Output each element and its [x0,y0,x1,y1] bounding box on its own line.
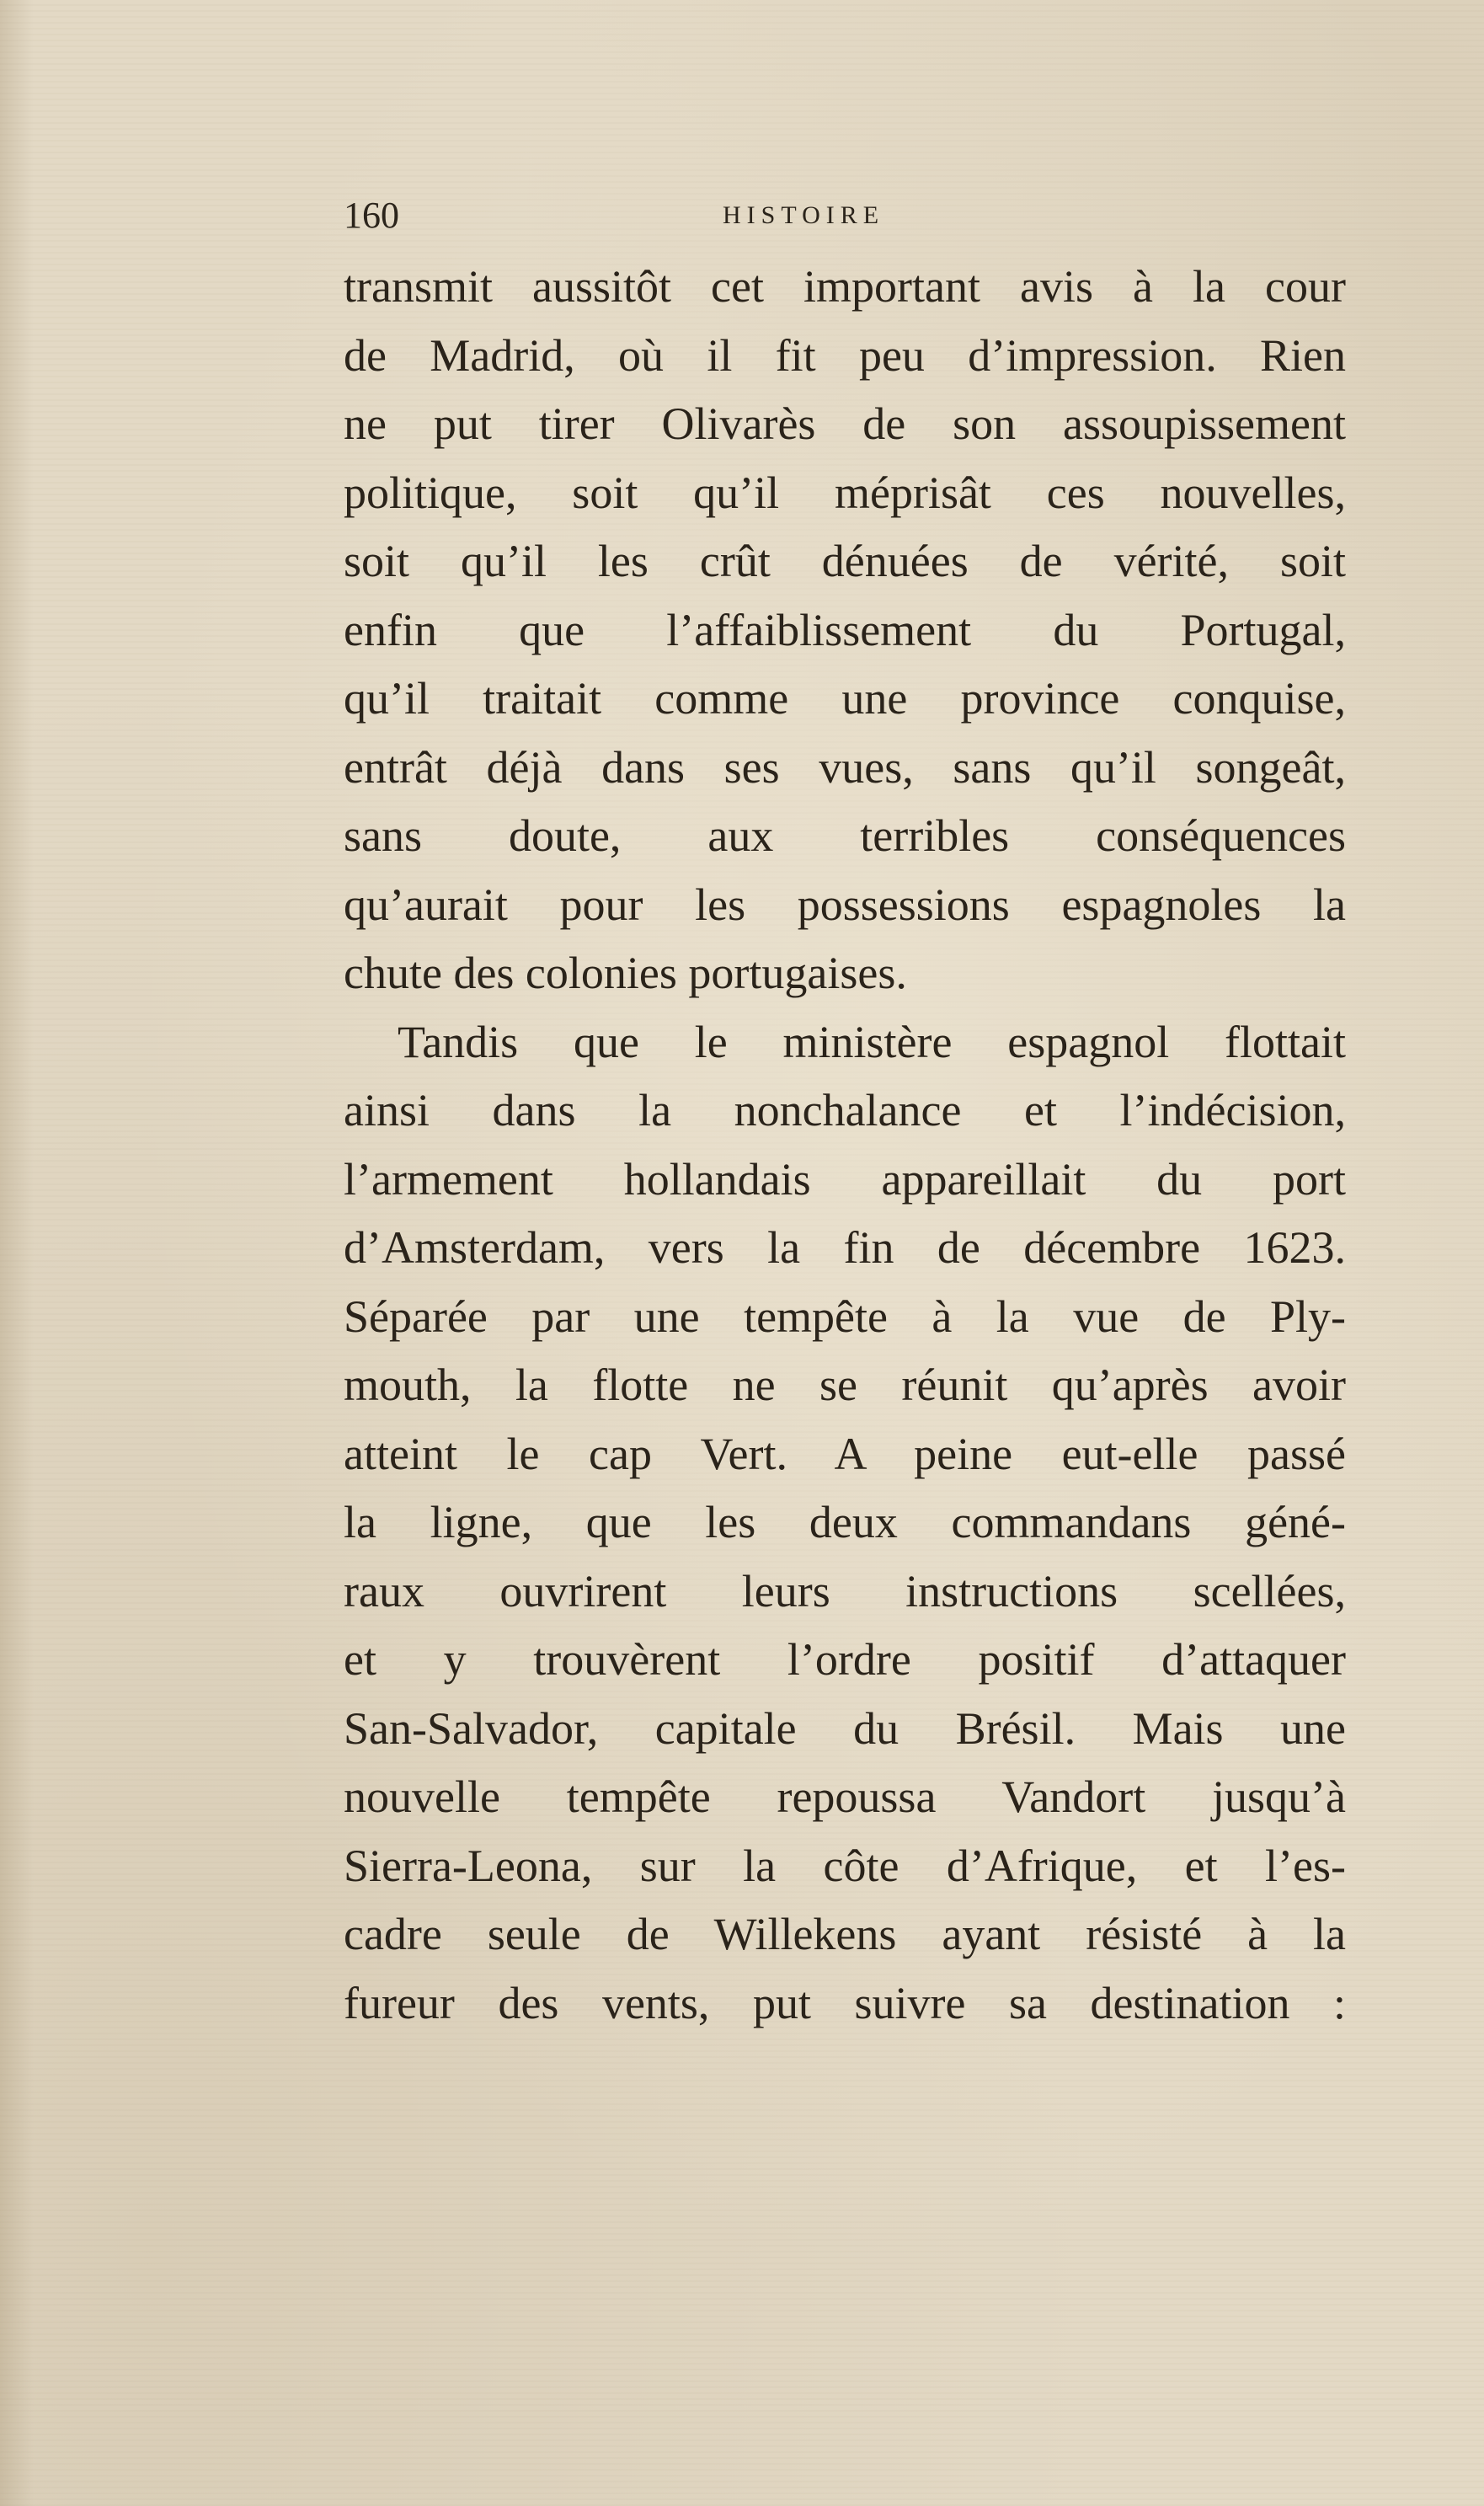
text-line: cadre seule de Willekens ayant résisté à la [344,1909,1346,1959]
text-line: soit qu’il les crût dénuées de vérité, soit [344,536,1346,586]
text-line: de Madrid, où il fit peu d’impression. Rien [344,329,1346,381]
text-line: fureur des vents, put suivre sa destination : [344,1977,1346,2028]
text-line: politique, soit qu’il méprisât ces nouvelles, [344,467,1346,518]
text-line: et y trouvèrent l’ordre positif d’attaquer [344,1634,1346,1685]
text-line: la ligne, que les deux commandans géné- [344,1497,1346,1547]
text-line: Tandis que le ministère espagnol flottait [398,1016,1346,1067]
text-line: enfin que l’affaiblissement du Portugal, [344,604,1346,655]
text-line: mouth, la flotte ne se réunit qu’après avoir [344,1360,1346,1410]
running-title: HISTOIRE [723,201,885,229]
text-line: atteint le cap Vert. A peine eut-elle passé [344,1428,1346,1479]
running-head [344,190,1346,241]
text-line: raux ouvrirent leurs instructions scellées, [344,1565,1346,1616]
text-line: Sierra-Leona, sur la côte d’Afrique, et l’es- [344,1840,1346,1891]
text-line: transmit aussitôt cet important avis à la cour [344,261,1346,312]
text-line: ainsi dans la nonchalance et l’indécision, [344,1085,1346,1135]
text-line: chute des colonies portugaises. [344,948,907,998]
body-text [344,253,1346,2038]
page-number: 160 [344,195,399,236]
paragraph-2 [344,1008,1346,2038]
text-line: Séparée par une tempête à la vue de Ply- [344,1290,1346,1342]
text-line: sans doute, aux terribles conséquences [344,810,1346,861]
text-line: l’armement hollandais appareillait du port [344,1153,1346,1205]
text-line: qu’il traitait comme une province conquise, [344,673,1346,724]
text-line: nouvelle tempête repoussa Vandort jusqu’à [344,1771,1346,1822]
text-line: San-Salvador, capitale du Brésil. Mais une [344,1702,1346,1754]
text-line: entrât déjà dans ses vues, sans qu’il songeât, [344,741,1346,793]
paragraph-1 [344,253,1346,1008]
text-line: qu’aurait pour les possessions espagnoles la [344,879,1346,930]
text-line: ne put tirer Olivarès de son assoupissement [344,398,1346,449]
text-line: d’Amsterdam, vers la fin de décembre 1623. [344,1222,1346,1273]
page-edge-shading [0,0,34,2506]
